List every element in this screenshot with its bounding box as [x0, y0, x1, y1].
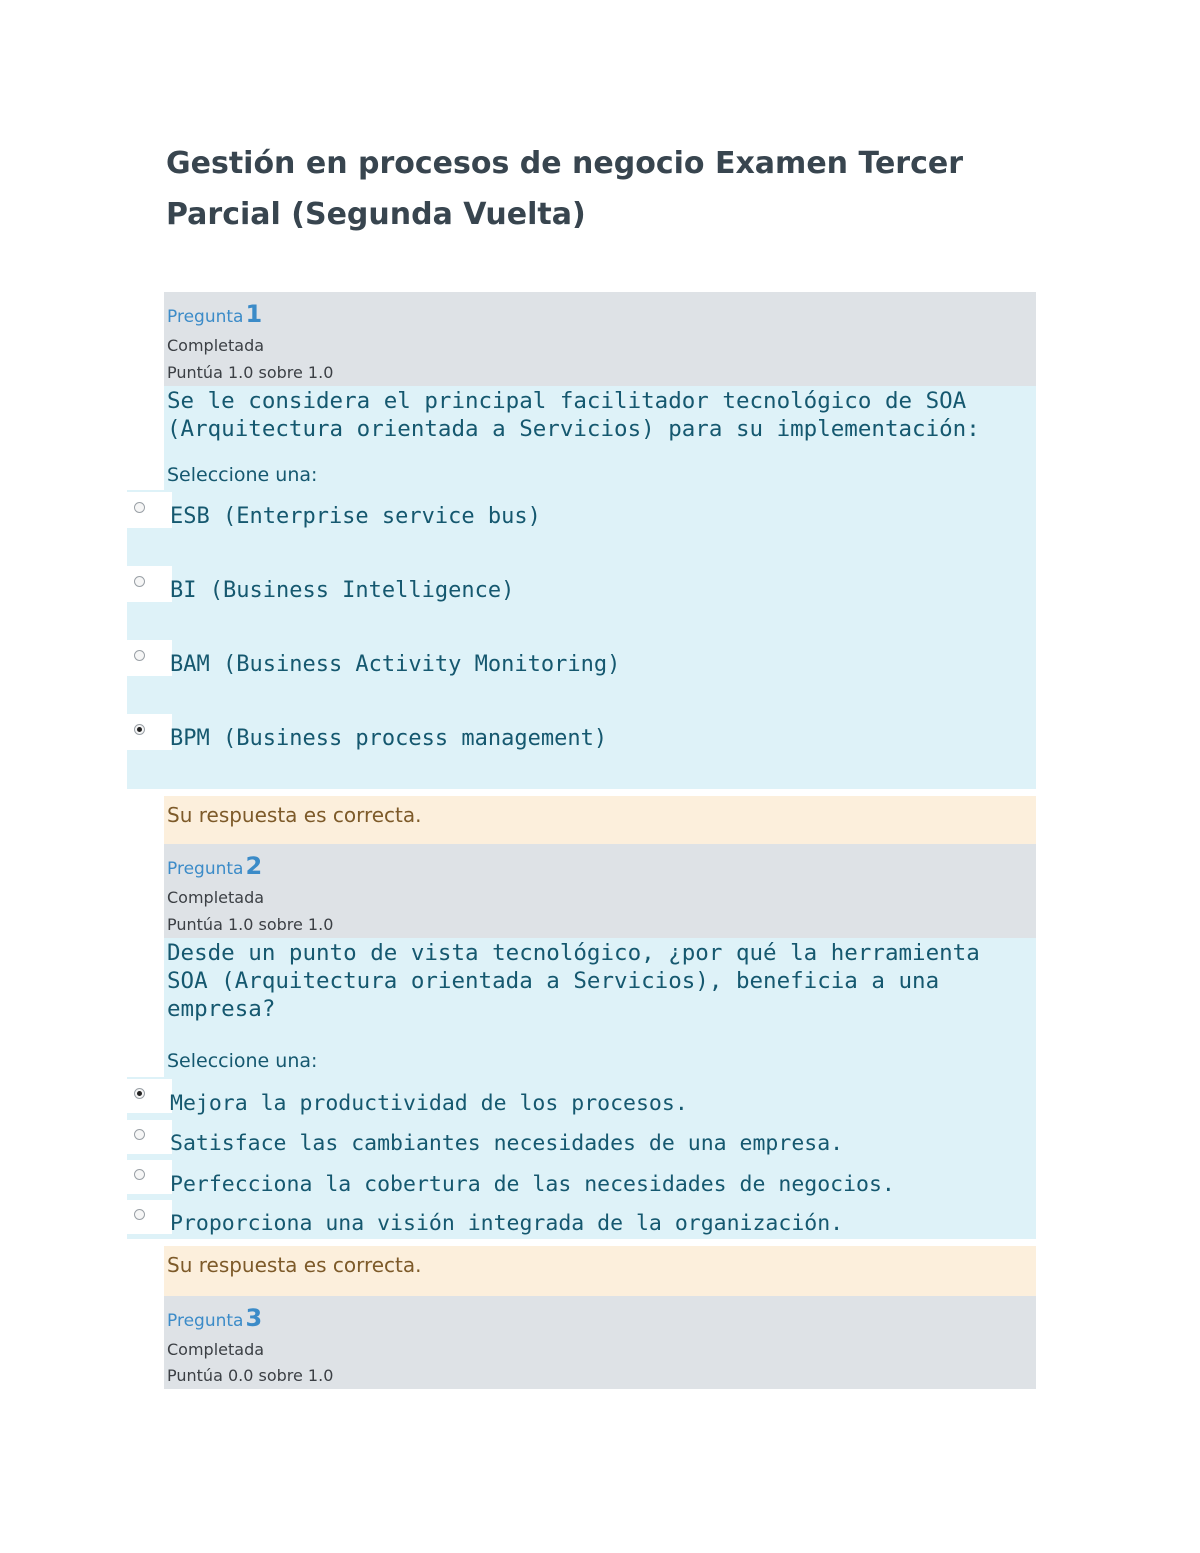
question-status: Completada: [167, 888, 265, 907]
question-1-info: [164, 292, 1036, 386]
radio-button[interactable]: [134, 1169, 145, 1180]
question-grade: Puntúa 1.0 sobre 1.0: [167, 363, 334, 382]
question-3-info: [164, 1296, 1036, 1389]
answer-option-label[interactable]: BI (Business Intelligence): [170, 578, 515, 603]
answer-option[interactable]: [127, 1200, 172, 1234]
answer-option-label[interactable]: BPM (Business process management): [170, 726, 608, 751]
radio-button[interactable]: [134, 1209, 145, 1220]
answer-option-label[interactable]: BAM (Business Activity Monitoring): [170, 652, 621, 677]
radio-button[interactable]: [134, 650, 145, 661]
question-number: 1: [245, 300, 263, 328]
answer-option[interactable]: [127, 1120, 172, 1154]
answer-option[interactable]: [127, 714, 172, 750]
question-label: Pregunta: [167, 307, 244, 327]
question-number: 3: [245, 1304, 263, 1332]
question-grade: Puntúa 0.0 sobre 1.0: [167, 1366, 334, 1385]
answer-option-label[interactable]: Satisface las cambiantes necesidades de una empresa.: [170, 1131, 844, 1156]
question-label: Pregunta: [167, 1311, 244, 1331]
answer-option[interactable]: [127, 566, 172, 602]
question-label: Pregunta: [167, 859, 244, 879]
radio-button-selected[interactable]: [134, 1088, 145, 1099]
radio-button[interactable]: [134, 1129, 145, 1140]
radio-button[interactable]: [134, 576, 145, 587]
answer-option[interactable]: [127, 640, 172, 676]
radio-button[interactable]: [134, 502, 145, 513]
question-status: Completada: [167, 336, 265, 355]
select-prompt: Seleccione una:: [167, 1050, 318, 1072]
feedback-text: Su respuesta es correcta.: [167, 1253, 422, 1277]
answer-option[interactable]: [127, 1079, 172, 1113]
answer-option-label[interactable]: Perfecciona la cobertura de las necesidades de negocios.: [170, 1172, 895, 1197]
question-status: Completada: [167, 1340, 265, 1359]
feedback-banner: [164, 796, 1036, 844]
feedback-text: Su respuesta es correcta.: [167, 803, 422, 827]
question-2-info: [164, 844, 1036, 938]
question-text: Se le considera el principal facilitador tecnológico de SOA (Arquitectura orientada a Servicios) para su implementación:: [167, 388, 980, 442]
select-prompt: Seleccione una:: [167, 464, 318, 486]
answer-option[interactable]: [127, 492, 172, 528]
answer-option-label[interactable]: Proporciona una visión integrada de la organización.: [170, 1211, 844, 1236]
radio-button-selected[interactable]: [134, 724, 145, 735]
question-text: Desde un punto de vista tecnológico, ¿por qué la herramienta SOA (Arquitectura orientada a Servicios), beneficia a una empresa?: [167, 940, 980, 1022]
page-title: Gestión en procesos de negocio Examen Tercer Parcial (Segunda Vuelta): [166, 146, 964, 232]
answer-option[interactable]: [127, 1160, 172, 1194]
answer-option-label[interactable]: ESB (Enterprise service bus): [170, 504, 541, 529]
question-grade: Puntúa 1.0 sobre 1.0: [167, 915, 334, 934]
question-number: 2: [245, 852, 263, 880]
answer-option-label[interactable]: Mejora la productividad de los procesos.: [170, 1091, 688, 1116]
feedback-banner: [164, 1246, 1036, 1296]
